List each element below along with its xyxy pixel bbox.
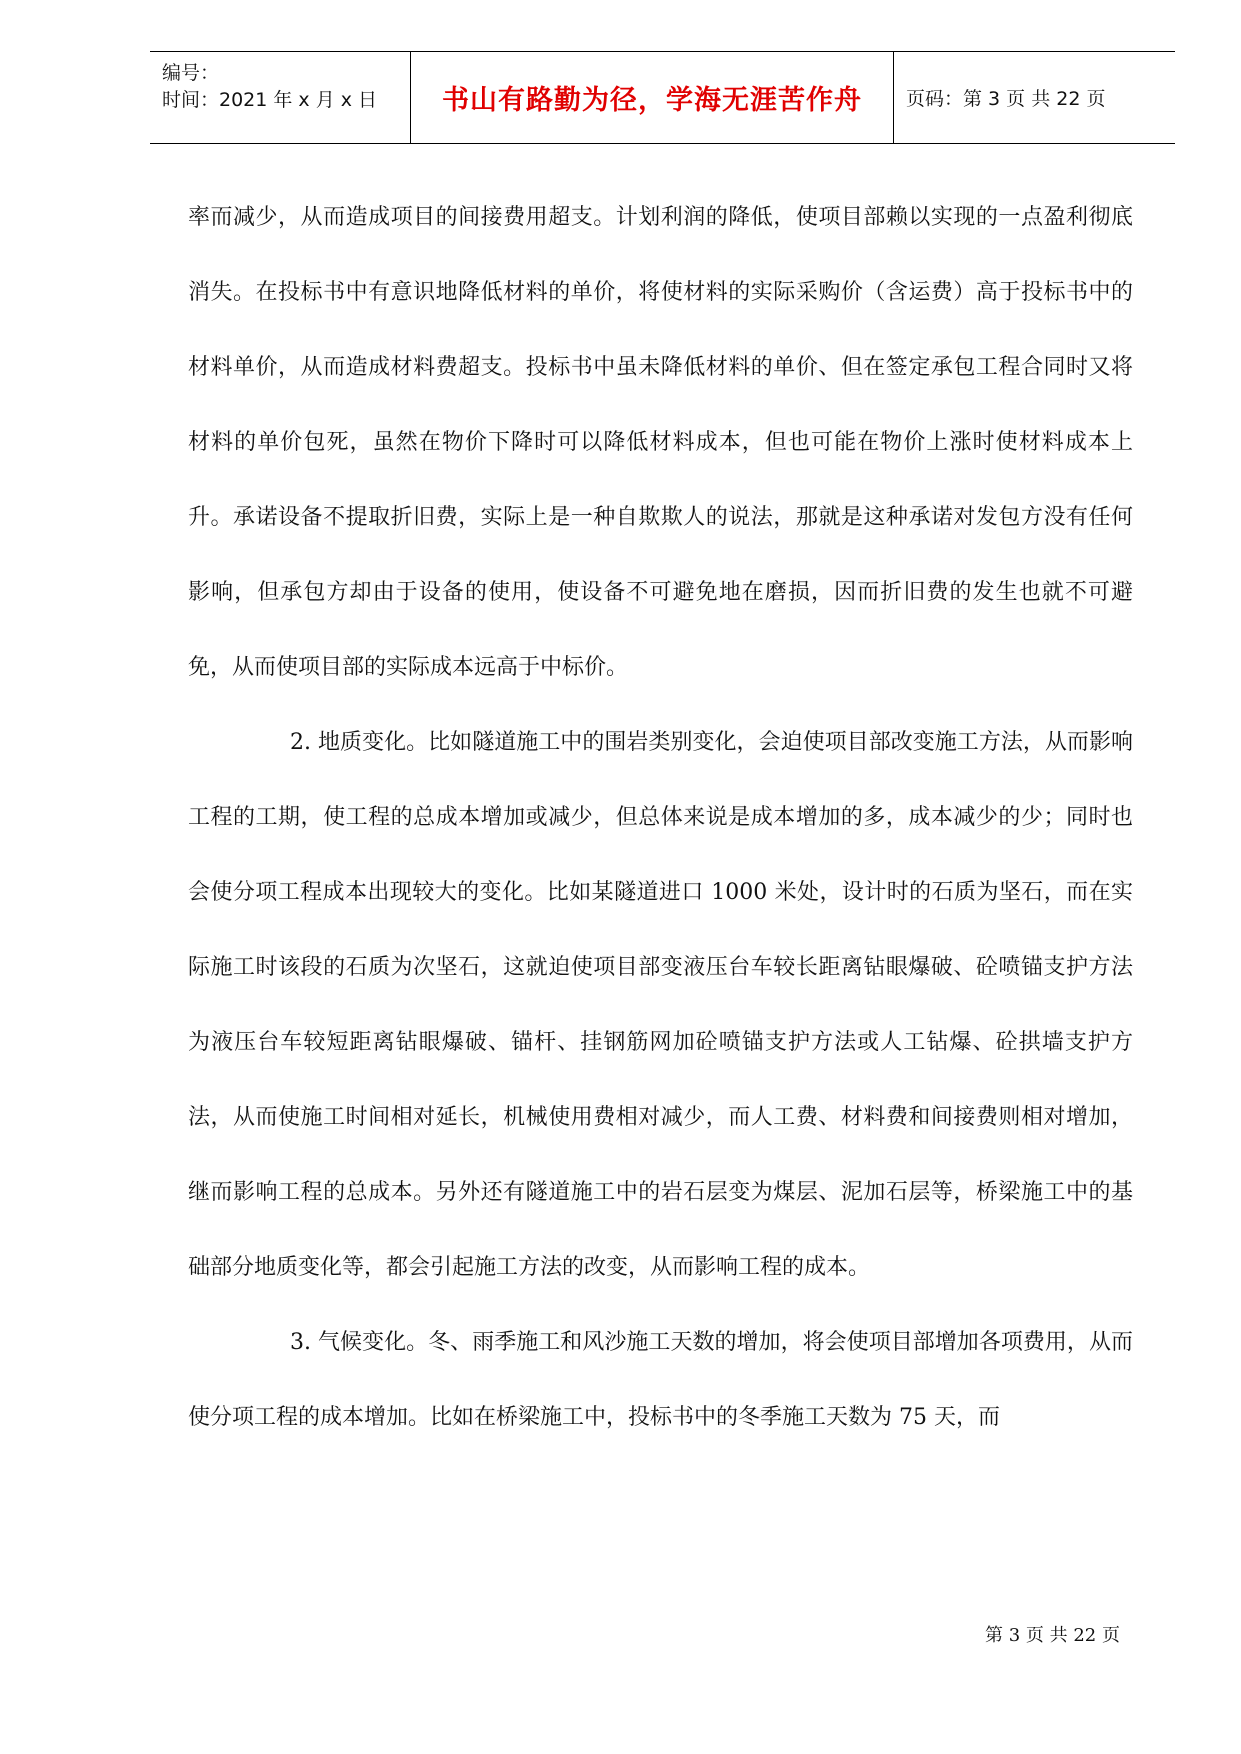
page-header (150, 51, 1175, 144)
header-left-cell (150, 52, 411, 143)
page-footer: 第 3 页 共 22 页 (985, 1625, 1120, 1646)
document-body (188, 180, 1133, 1455)
paragraph-1: 率而减少，从而造成项目的间接费用超支。计划利润的降低，使项目部赖以实现的一点盈利彻底消失。在投标书中有意识地降低材料的单价，将使材料的实际采购价（含运费）高于投标书中的材料单价，从而造成材料费超支。投标书中虽未降低材料的单价、但在签定承包工程合同时又将材料的单价包死，虽然在物价下降时可以降低材料成本，但也可能在物价上涨时使材料成本上升。承诺设备不提取折旧费，实际上是一种自欺欺人的说法，那就是这种承诺对发包方没有任何影响，但承包方却由于设备的使用，使设备不可避免地在磨损，因而折旧费的发生也就不可避免，从而使项目部的实际成本远高于中标价。 (188, 205, 1133, 680)
paragraph-3: 3. 气候变化。冬、雨季施工和风沙施工天数的增加，将会使项目部增加各项费用，从而使分项工程的成本增加。比如在桥梁施工中，投标书中的冬季施工天数为 75 天，而 (188, 1330, 1133, 1430)
header-middle-cell (411, 52, 894, 143)
paragraph-2: 2. 地质变化。比如隧道施工中的围岩类别变化，会迫使项目部改变施工方法，从而影响工程的工期，使工程的总成本增加或减少，但总体来说是成本增加的多，成本减少的少；同时也会使分项工程成本出现较大的变化。比如某隧道进口 1000 米处，设计时的石质为坚石，而在实际施工时该段的石质为次坚石，这就迫使项目部变液压台车较长距离钻眼爆破、砼喷锚支护方法为液压台车较短距离钻眼爆破、锚杆、挂钢筋网加砼喷锚支护方法或人工钻爆、砼拱墙支护方法，从而使施工时间相对延长，机械使用费相对减少，而人工费、材料费和间接费则相对增加，继而影响工程的总成本。另外还有隧道施工中的岩石层变为煤层、泥加石层等，桥梁施工中的基础部分地质变化等，都会引起施工方法的改变，从而影响工程的成本。 (188, 730, 1133, 1280)
header-page-info: 页码：第 3 页 共 22 页 (906, 88, 1106, 110)
header-right-cell (894, 52, 1175, 143)
header-motto: 书山有路勤为径，学海无涯苦作舟 (442, 85, 862, 116)
document-time-label: 时间：2021 年 x 月 x 日 (162, 89, 378, 111)
document-number-label: 编号： (162, 62, 220, 84)
